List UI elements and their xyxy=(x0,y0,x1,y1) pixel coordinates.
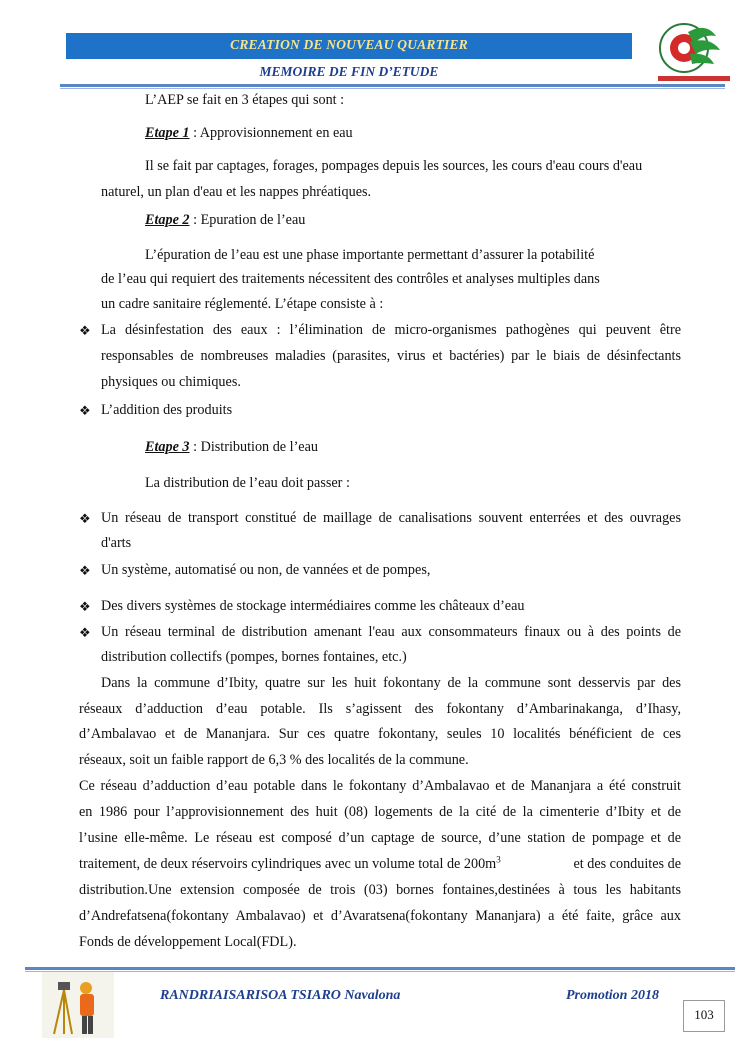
etape1-label: Etape 1 xyxy=(145,125,190,141)
p3-line: La distribution de l’eau doit passer : xyxy=(145,475,350,491)
bullet-icon: ❖ xyxy=(79,323,91,338)
p5-line2: en 1986 pour l’approvisionnement des huit (08) logements de la cité de la cimenterie d’Ibity et de xyxy=(79,804,681,820)
superscript-3: 3 xyxy=(496,854,501,865)
etape2-heading xyxy=(145,211,305,229)
p2-line2: de l’eau qui requiert des traitements nécessitent des contrôles et analyses multiples dans xyxy=(101,271,600,287)
footer-rule xyxy=(25,967,735,970)
p5-line1: Ce réseau d’adduction d’eau potable dans le fokontany d’Ambalavao et de Mananjara a été construit xyxy=(79,778,681,794)
bullet-icon: ❖ xyxy=(79,403,91,418)
etape2-label: Etape 2 xyxy=(145,212,190,228)
etape1-text: : Approvisionnement en eau xyxy=(189,125,353,141)
p5-line4-start xyxy=(79,855,501,873)
p4-line2: réseaux d’adduction d’eau potable. Ils s’agissent des fokontany d’Ambarinakanga, d’Ihasy, xyxy=(79,701,681,717)
b3-line1: Un réseau de transport constitué de maillage de canalisations souvent enterrées et des ouvrages xyxy=(101,510,681,526)
b1-line3: physiques ou chimiques. xyxy=(101,374,241,390)
etape3-heading xyxy=(145,438,318,456)
footer-rule-thin xyxy=(25,971,735,972)
bullet-icon: ❖ xyxy=(79,563,91,578)
header-title: CREATION DE NOUVEAU QUARTIER xyxy=(230,37,468,52)
p2-line1: L’épuration de l’eau est une phase importante permettant d’assurer la potabilité xyxy=(145,247,595,263)
footer-promotion: Promotion 2018 xyxy=(566,988,659,1003)
page-number: 103 xyxy=(694,1007,714,1022)
intro-line: L’AEP se fait en 3 étapes qui sont : xyxy=(145,92,345,108)
b4-line: Un système, automatisé ou non, de vannées et de pompes, xyxy=(101,562,431,578)
p1-line2: naturel, un plan d'eau et les nappes phréatiques. xyxy=(101,184,372,200)
b5-line: Des divers systèmes de stockage intermédiaires comme les châteaux d’eau xyxy=(101,598,525,614)
bullet-icon: ❖ xyxy=(79,599,91,614)
p5-line4-text: traitement, de deux réservoirs cylindriques avec un volume total de 200m xyxy=(79,856,497,872)
surveyor-illustration-icon xyxy=(42,972,114,1038)
p4-line3: d’Ambalavao et de Mananjara. Sur ces quatre fokontany, seules 10 localités bénéficient de ces xyxy=(79,726,681,742)
b1-line1: La désinfestation des eaux : l’élimination de micro-organismes pathogènes qui peuvent être xyxy=(101,322,681,338)
p5-line4-end: et des conduites de xyxy=(573,856,681,872)
p1-line1: Il se fait par captages, forages, pompages depuis les sources, les cours d'eau cours d'eau xyxy=(145,158,643,174)
p5-line4 xyxy=(79,855,681,873)
page-number-box xyxy=(683,1000,725,1032)
footer-author: RANDRIAISARISOA TSIARO Navalona xyxy=(160,988,401,1003)
p4-line1: Dans la commune d’Ibity, quatre sur les huit fokontany de la commune sont desservis par des xyxy=(101,675,681,691)
etape2-text: : Epuration de l’eau xyxy=(189,212,306,228)
p2-line3: un cadre sanitaire réglementé. L’étape consiste à : xyxy=(101,296,384,312)
b6-line2: distribution collectifs (pompes, bornes fontaines, etc.) xyxy=(101,649,407,665)
p4-line4: réseaux, soit un faible rapport de 6,3 % des localités de la commune. xyxy=(79,752,469,768)
p5-line5: distribution.Une extension composée de trois (03) bornes fontaines,destinées à tous les habitants xyxy=(79,882,681,898)
etape1-heading xyxy=(145,124,353,142)
p5-line3: l’usine elle-même. Le réseau est composé d’un captage de source, d’une station de pompage et de xyxy=(79,830,681,846)
bullet-icon: ❖ xyxy=(79,511,91,526)
etape3-text: : Distribution de l’eau xyxy=(189,439,318,455)
b2-line: L’addition des produits xyxy=(101,402,233,418)
etape3-label: Etape 3 xyxy=(145,439,190,455)
bullet-icon: ❖ xyxy=(79,625,91,640)
header-subtitle: MEMOIRE DE FIN D’ETUDE xyxy=(259,64,439,79)
b1-line2: responsables de nombreuses maladies (parasites, virus et bactéries) par le biais de désinfectants xyxy=(101,348,681,364)
b6-line1: Un réseau terminal de distribution amenant l'eau aux consommateurs finaux ou à des points de xyxy=(101,624,681,640)
b3-line2: d'arts xyxy=(101,535,132,551)
p5-line7: Fonds de développement Local(FDL). xyxy=(79,934,297,950)
p5-line6: d’Andrefatsena(fokontany Ambalavao) et d’Avaratsena(fokontany Mananjara) a été faite, grâce aux xyxy=(79,908,681,924)
